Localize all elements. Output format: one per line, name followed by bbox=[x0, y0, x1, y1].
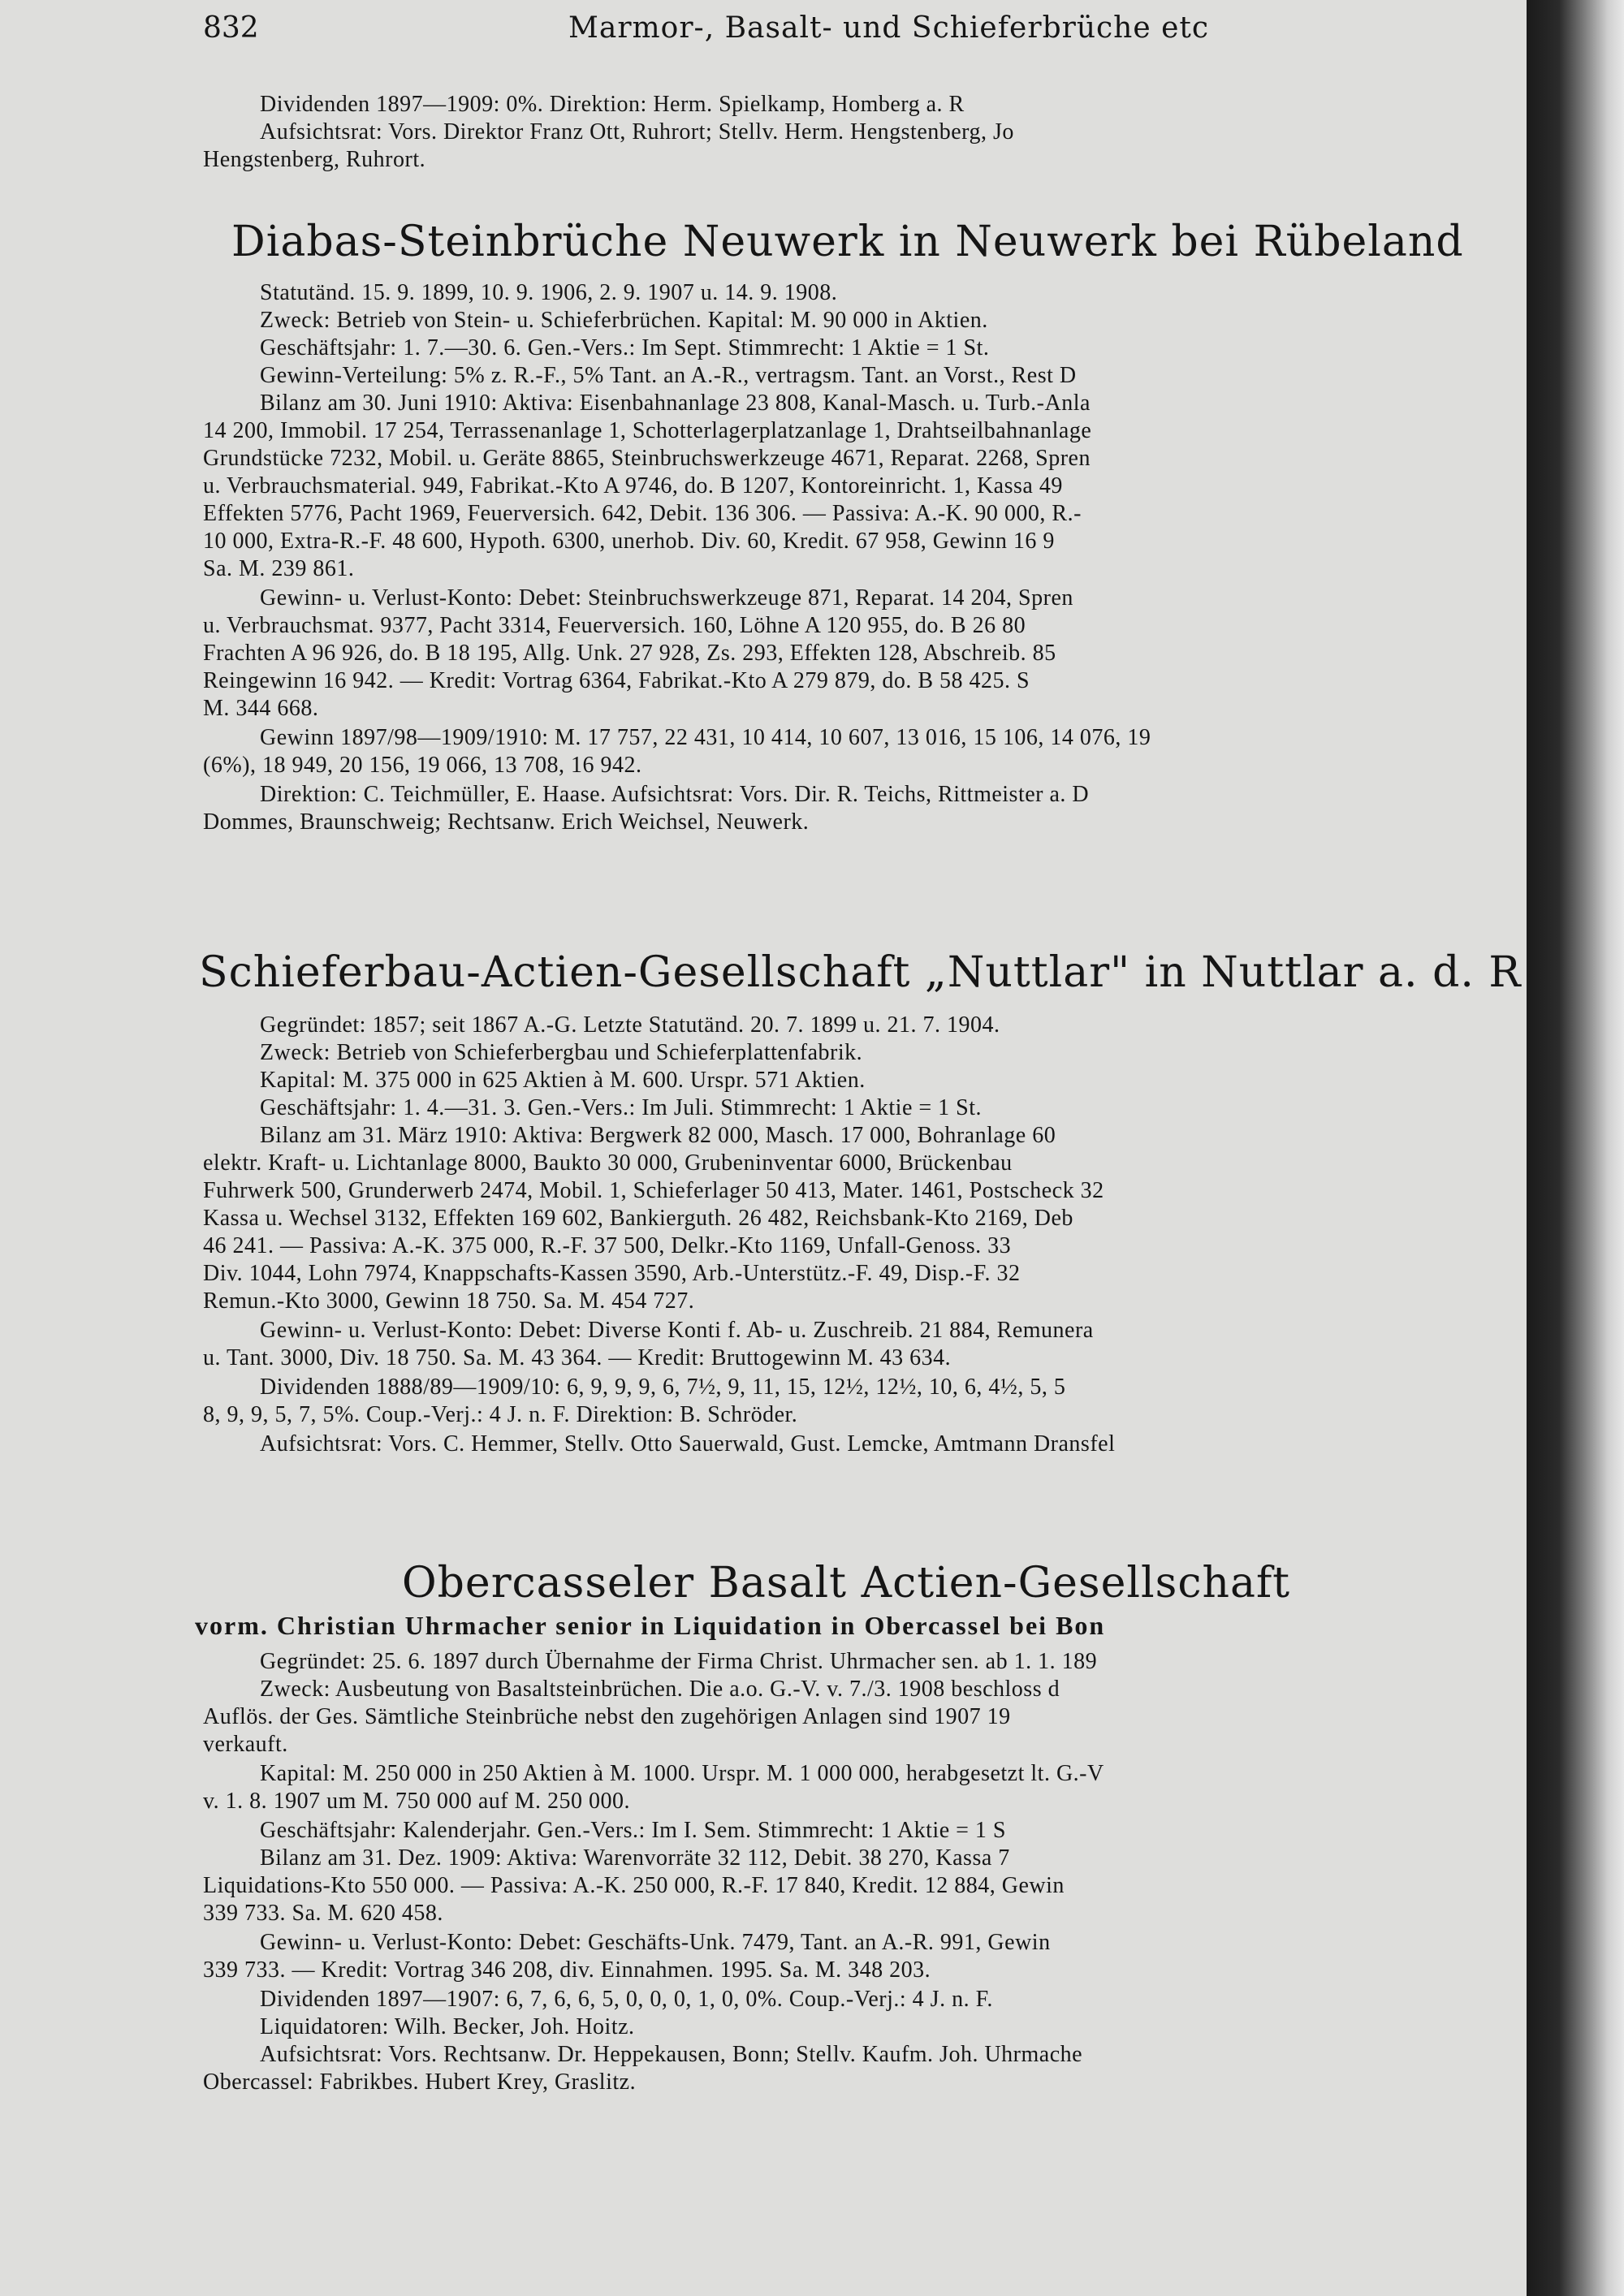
text-line: 339 733. Sa. M. 620 458. bbox=[203, 1901, 443, 1926]
book-binding-edge bbox=[1527, 0, 1624, 2296]
section-title: Schieferbau-Actien-Gesellschaft „Nuttlar" in Nuttlar a. d. R bbox=[199, 948, 1522, 997]
text-line: Gegründet: 25. 6. 1897 durch Übernahme der Firma Christ. Uhrmacher sen. ab 1. 1. 189 bbox=[260, 1649, 1098, 1674]
text-line: Reingewinn 16 942. — Kredit: Vortrag 6364, Fabrikat.-Kto A 279 879, do. B 58 425. S bbox=[203, 668, 1030, 693]
text-line: u. Tant. 3000, Div. 18 750. Sa. M. 43 364. — Kredit: Bruttogewinn M. 43 634. bbox=[203, 1345, 952, 1370]
text-line: Kassa u. Wechsel 3132, Effekten 169 602, Bankierguth. 26 482, Reichsbank-Kto 2169, Deb bbox=[203, 1206, 1073, 1231]
text-line: Bilanz am 31. März 1910: Aktiva: Bergwerk 82 000, Masch. 17 000, Bohranlage 60 bbox=[260, 1123, 1056, 1148]
text-line: Frachten A 96 926, do. B 18 195, Allg. Unk. 27 928, Zs. 293, Effekten 128, Abschreib. 85 bbox=[203, 641, 1056, 666]
section-title: Obercasseler Basalt Actien-Gesellschaft bbox=[402, 1559, 1291, 1608]
page-number: 832 bbox=[203, 11, 259, 45]
text-line: Obercassel: Fabrikbes. Hubert Krey, Graslitz. bbox=[203, 2069, 637, 2095]
text-line: Kapital: M. 250 000 in 250 Aktien à M. 1000. Urspr. M. 1 000 000, herabgesetzt lt. G.-V bbox=[260, 1761, 1104, 1786]
text-line: Gewinn- u. Verlust-Konto: Debet: Steinbruchswerkzeuge 871, Reparat. 14 204, Spren bbox=[260, 585, 1073, 611]
text-line: Aufsichtsrat: Vors. Rechtsanw. Dr. Heppekausen, Bonn; Stellv. Kaufm. Joh. Uhrmache bbox=[260, 2042, 1083, 2067]
text-line: Kapital: M. 375 000 in 625 Aktien à M. 600. Urspr. 571 Aktien. bbox=[260, 1068, 866, 1093]
text-line: 14 200, Immobil. 17 254, Terrassenanlage 1, Schotterlagerplatzanlage 1, Drahtseilbahnanlage bbox=[203, 418, 1092, 443]
text-line: Dividenden 1897—1909: 0%. Direktion: Herm. Spielkamp, Homberg a. R bbox=[260, 92, 965, 117]
text-line: Aufsichtsrat: Vors. Direktor Franz Ott, Ruhrort; Stellv. Herm. Hengstenberg, Jo bbox=[260, 119, 1014, 145]
text-line: (6%), 18 949, 20 156, 19 066, 13 708, 16 942. bbox=[203, 753, 642, 778]
text-line: Direktion: C. Teichmüller, E. Haase. Aufsichtsrat: Vors. Dir. R. Teichs, Rittmeister a. D bbox=[260, 782, 1090, 807]
text-line: Bilanz am 31. Dez. 1909: Aktiva: Warenvorräte 32 112, Debit. 38 270, Kassa 7 bbox=[260, 1845, 1010, 1871]
text-line: 8, 9, 9, 5, 7, 5%. Coup.-Verj.: 4 J. n. F. Direktion: B. Schröder. bbox=[203, 1402, 798, 1427]
text-line: Liquidatoren: Wilh. Becker, Joh. Hoitz. bbox=[260, 2014, 635, 2039]
text-line: Zweck: Betrieb von Stein- u. Schieferbrüchen. Kapital: M. 90 000 in Aktien. bbox=[260, 308, 988, 333]
text-line: Gegründet: 1857; seit 1867 A.-G. Letzte Statutänd. 20. 7. 1899 u. 21. 7. 1904. bbox=[260, 1012, 1000, 1038]
text-line: Aufsichtsrat: Vors. C. Hemmer, Stellv. Otto Sauerwald, Gust. Lemcke, Amtmann Dransfel bbox=[260, 1431, 1116, 1457]
text-line: Gewinn- u. Verlust-Konto: Debet: Diverse Konti f. Ab- u. Zuschreib. 21 884, Remunera bbox=[260, 1318, 1094, 1343]
text-line: Gewinn-Verteilung: 5% z. R.-F., 5% Tant. an A.-R., vertragsm. Tant. an Vorst., Rest D bbox=[260, 363, 1077, 388]
text-line: Gewinn- u. Verlust-Konto: Debet: Geschäfts-Unk. 7479, Tant. an A.-R. 991, Gewin bbox=[260, 1930, 1051, 1955]
text-line: Geschäftsjahr: 1. 4.—31. 3. Gen.-Vers.: Im Juli. Stimmrecht: 1 Aktie = 1 St. bbox=[260, 1095, 983, 1120]
text-line: Sa. M. 239 861. bbox=[203, 556, 355, 581]
text-line: 339 733. — Kredit: Vortrag 346 208, div. Einnahmen. 1995. Sa. M. 348 203. bbox=[203, 1957, 931, 1983]
text-line: verkauft. bbox=[203, 1732, 288, 1757]
text-line: Dommes, Braunschweig; Rechtsanw. Erich Weichsel, Neuwerk. bbox=[203, 809, 810, 835]
text-line: Auflös. der Ges. Sämtliche Steinbrüche nebst den zugehörigen Anlagen sind 1907 19 bbox=[203, 1704, 1011, 1729]
text-line: v. 1. 8. 1907 um M. 750 000 auf M. 250 000. bbox=[203, 1789, 631, 1814]
text-line: 46 241. — Passiva: A.-K. 375 000, R.-F. 37 500, Delkr.-Kto 1169, Unfall-Genoss. 33 bbox=[203, 1233, 1012, 1258]
text-line: Hengstenberg, Ruhrort. bbox=[203, 147, 426, 172]
section-subtitle: vorm. Christian Uhrmacher senior in Liquidation in Obercassel bei Bon bbox=[195, 1611, 1106, 1640]
text-line: Zweck: Betrieb von Schieferbergbau und Schieferplattenfabrik. bbox=[260, 1040, 863, 1065]
text-line: Dividenden 1888/89—1909/10: 6, 9, 9, 9, 6, 7½, 9, 11, 15, 12½, 12½, 10, 6, 4½, 5, 5 bbox=[260, 1375, 1066, 1400]
running-title: Marmor-, Basalt- und Schieferbrüche etc bbox=[568, 11, 1210, 45]
text-line: Effekten 5776, Pacht 1969, Feuerversich. 642, Debit. 136 306. — Passiva: A.-K. 90 000, R.- bbox=[203, 501, 1082, 526]
text-line: Statutänd. 15. 9. 1899, 10. 9. 1906, 2. 9. 1907 u. 14. 9. 1908. bbox=[260, 280, 838, 305]
text-line: Geschäftsjahr: Kalenderjahr. Gen.-Vers.: Im I. Sem. Stimmrecht: 1 Aktie = 1 S bbox=[260, 1818, 1006, 1843]
text-line: 10 000, Extra-R.-F. 48 600, Hypoth. 6300, unerhob. Div. 60, Kredit. 67 958, Gewinn 16 9 bbox=[203, 529, 1055, 554]
text-line: M. 344 668. bbox=[203, 696, 319, 721]
text-line: Zweck: Ausbeutung von Basaltsteinbrüchen. Die a.o. G.-V. v. 7./3. 1908 beschloss d bbox=[260, 1677, 1060, 1702]
text-line: u. Verbrauchsmaterial. 949, Fabrikat.-Kto A 9746, do. B 1207, Kontoreinricht. 1, Kassa 49 bbox=[203, 473, 1063, 498]
text-line: Liquidations-Kto 550 000. — Passiva: A.-K. 250 000, R.-F. 17 840, Kredit. 12 884, Gewin bbox=[203, 1873, 1065, 1898]
text-line: elektr. Kraft- u. Lichtanlage 8000, Baukto 30 000, Grubeninventar 6000, Brückenbau bbox=[203, 1150, 1013, 1176]
section-title: Diabas-Steinbrüche Neuwerk in Neuwerk bei Rübeland bbox=[231, 218, 1464, 266]
text-line: Geschäftsjahr: 1. 7.—30. 6. Gen.-Vers.: Im Sept. Stimmrecht: 1 Aktie = 1 St. bbox=[260, 335, 990, 360]
text-line: Remun.-Kto 3000, Gewinn 18 750. Sa. M. 454 727. bbox=[203, 1288, 695, 1314]
text-line: Dividenden 1897—1907: 6, 7, 6, 6, 5, 0, 0, 0, 1, 0, 0%. Coup.-Verj.: 4 J. n. F. bbox=[260, 1987, 993, 2012]
text-line: Bilanz am 30. Juni 1910: Aktiva: Eisenbahnanlage 23 808, Kanal-Masch. u. Turb.-Anla bbox=[260, 391, 1091, 416]
text-line: Fuhrwerk 500, Grunderwerb 2474, Mobil. 1, Schieferlager 50 413, Mater. 1461, Postscheck 32 bbox=[203, 1178, 1104, 1203]
text-line: Grundstücke 7232, Mobil. u. Geräte 8865, Steinbruchswerkzeuge 4671, Reparat. 2268, Spren bbox=[203, 446, 1091, 471]
text-line: Gewinn 1897/98—1909/1910: M. 17 757, 22 431, 10 414, 10 607, 13 016, 15 106, 14 076, 19 bbox=[260, 725, 1151, 750]
text-line: u. Verbrauchsmat. 9377, Pacht 3314, Feuerversich. 160, Löhne A 120 955, do. B 26 80 bbox=[203, 613, 1026, 638]
text-line: Div. 1044, Lohn 7974, Knappschafts-Kassen 3590, Arb.-Unterstütz.-F. 49, Disp.-F. 32 bbox=[203, 1261, 1021, 1286]
